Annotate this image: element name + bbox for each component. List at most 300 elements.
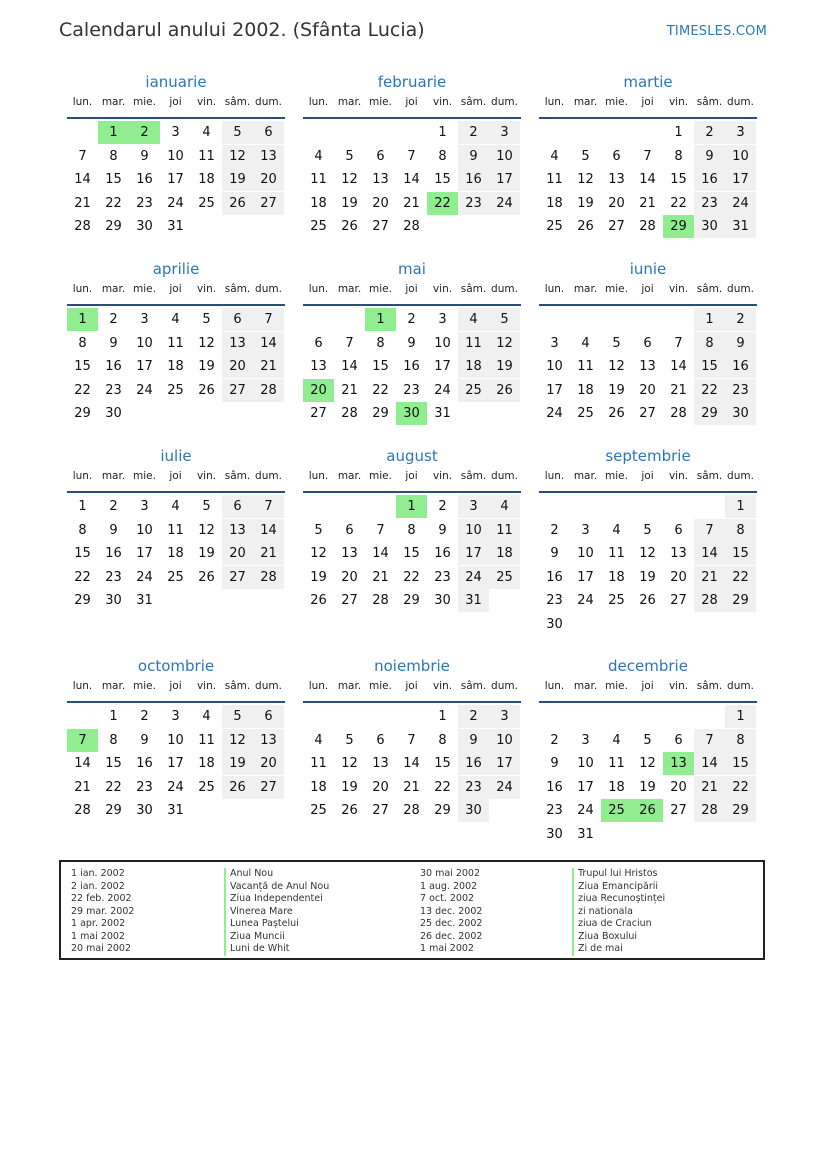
- day-cell: 18: [198, 172, 215, 188]
- day-cell: 5: [643, 522, 652, 538]
- holiday-day-cell: 1: [67, 308, 98, 331]
- day-cell: 29: [74, 593, 91, 609]
- day-grid: [67, 495, 285, 640]
- day-grid: [303, 705, 521, 850]
- day-cell: 27: [372, 803, 389, 819]
- day-grid: [539, 495, 757, 640]
- day-cell: 4: [314, 148, 323, 164]
- day-cell: 2: [407, 312, 416, 327]
- weekday-label: mie.: [133, 283, 156, 295]
- day-cell: 1: [694, 308, 725, 331]
- weekday-header: [539, 93, 757, 119]
- day-cell: 11: [310, 172, 327, 188]
- day-cell: 9: [438, 522, 447, 538]
- day-cell: 12: [639, 546, 656, 562]
- day-cell: 26: [198, 382, 215, 398]
- holiday-day-cell: 1: [98, 121, 129, 144]
- weekday-label: vin.: [668, 283, 689, 295]
- day-cell: 1: [109, 709, 118, 724]
- weekday-label: sâm.: [460, 680, 487, 692]
- weekday-header: [67, 280, 285, 306]
- day-cell: 19: [639, 569, 656, 585]
- day-cell: 4: [202, 709, 211, 724]
- day-cell: 20: [670, 779, 687, 795]
- weekday-label: mie.: [133, 470, 156, 482]
- weekday-label: dum.: [255, 680, 282, 692]
- day-cell: 11: [489, 519, 520, 542]
- day-cell: 23: [105, 382, 122, 398]
- weekday-label: lun.: [308, 470, 329, 482]
- day-cell: 23: [403, 382, 420, 398]
- day-cell: 6: [222, 495, 253, 518]
- holiday-day-cell: 25: [601, 799, 632, 822]
- day-cell: 13: [310, 359, 327, 375]
- day-cell: 16: [694, 168, 725, 191]
- day-cell: 19: [577, 195, 594, 211]
- day-cell: 16: [458, 752, 489, 775]
- day-cell: 31: [434, 406, 451, 422]
- day-cell: 3: [550, 335, 559, 351]
- weekday-label: mie.: [133, 680, 156, 692]
- day-cell: 10: [136, 522, 153, 538]
- legend-date: 13 dec. 2002: [420, 905, 483, 917]
- day-cell: 12: [608, 359, 625, 375]
- day-cell: 11: [198, 732, 215, 748]
- day-cell: 8: [438, 732, 447, 748]
- day-cell: 6: [222, 308, 253, 331]
- day-cell: 19: [310, 569, 327, 585]
- day-cell: 14: [403, 172, 420, 188]
- weekday-label: dum.: [255, 283, 282, 295]
- day-cell: 30: [458, 799, 489, 822]
- day-cell: 2: [458, 705, 489, 728]
- month-name: iunie: [629, 260, 667, 278]
- day-cell: 11: [198, 148, 215, 164]
- day-cell: 23: [694, 192, 725, 215]
- day-cell: 23: [458, 192, 489, 215]
- day-cell: 6: [314, 335, 323, 351]
- holiday-day-cell: 22: [427, 192, 458, 215]
- weekday-label: mie.: [605, 283, 628, 295]
- month-martie: [539, 71, 757, 266]
- day-cell: 22: [725, 776, 756, 799]
- day-cell: 7: [253, 495, 284, 518]
- day-cell: 14: [694, 542, 725, 565]
- legend-date: 26 dec. 2002: [420, 930, 483, 942]
- day-cell: 11: [458, 332, 489, 355]
- day-cell: 3: [581, 522, 590, 538]
- day-cell: 13: [222, 519, 253, 542]
- day-cell: 13: [372, 172, 389, 188]
- weekday-label: dum.: [491, 96, 518, 108]
- day-cell: 19: [198, 546, 215, 562]
- day-cell: 30: [725, 402, 756, 425]
- day-cell: 8: [78, 335, 87, 351]
- day-cell: 30: [546, 827, 563, 842]
- weekday-label: dum.: [727, 470, 754, 482]
- day-cell: 22: [725, 566, 756, 589]
- day-cell: 5: [314, 522, 323, 538]
- day-cell: 16: [105, 546, 122, 562]
- month-iulie: [67, 445, 285, 640]
- day-cell: 24: [489, 192, 520, 215]
- day-cell: 4: [581, 335, 590, 351]
- day-cell: 13: [639, 359, 656, 375]
- weekday-label: lun.: [308, 283, 329, 295]
- legend-holiday-name: Vacanță de Anul Nou: [224, 881, 329, 894]
- day-cell: 22: [372, 382, 389, 398]
- day-cell: 7: [694, 729, 725, 752]
- day-cell: 9: [458, 729, 489, 752]
- month-name: mai: [398, 260, 426, 278]
- day-cell: 21: [253, 542, 284, 565]
- weekday-label: joi: [641, 470, 654, 482]
- day-cell: 21: [372, 569, 389, 585]
- day-cell: 17: [167, 172, 184, 188]
- day-cell: 1: [78, 499, 87, 514]
- day-cell: 6: [376, 732, 385, 748]
- month-name: august: [386, 447, 438, 465]
- day-cell: 3: [171, 125, 180, 140]
- day-cell: 12: [310, 546, 327, 562]
- day-cell: 16: [546, 569, 563, 585]
- day-cell: 7: [674, 335, 683, 351]
- day-cell: 18: [167, 546, 184, 562]
- day-cell: 2: [109, 499, 118, 514]
- weekday-label: sâm.: [696, 283, 723, 295]
- day-cell: 12: [489, 332, 520, 355]
- day-cell: 6: [253, 121, 284, 144]
- day-cell: 1: [438, 125, 447, 140]
- weekday-label: mar.: [101, 680, 126, 692]
- day-cell: 29: [434, 803, 451, 819]
- day-cell: 17: [167, 756, 184, 772]
- day-cell: 18: [489, 542, 520, 565]
- day-cell: 27: [253, 192, 284, 215]
- legend-date: 1 mai 2002: [71, 930, 125, 942]
- day-cell: 6: [253, 705, 284, 728]
- legend-date: 1 aug. 2002: [420, 880, 478, 892]
- day-cell: 3: [458, 495, 489, 518]
- day-cell: 18: [310, 195, 327, 211]
- day-cell: 12: [198, 522, 215, 538]
- day-cell: 15: [725, 752, 756, 775]
- weekday-label: lun.: [72, 283, 93, 295]
- day-cell: 21: [403, 195, 420, 211]
- holiday-day-cell: 30: [396, 402, 427, 425]
- day-cell: 6: [674, 732, 683, 748]
- month-mai: [303, 258, 521, 453]
- day-cell: 24: [136, 569, 153, 585]
- day-cell: 1: [438, 709, 447, 724]
- day-cell: 28: [694, 799, 725, 822]
- day-grid: [303, 308, 521, 453]
- weekday-label: dum.: [491, 283, 518, 295]
- day-cell: 13: [253, 729, 284, 752]
- weekday-label: dum.: [491, 680, 518, 692]
- weekday-label: vin.: [196, 96, 217, 108]
- day-cell: 22: [74, 382, 91, 398]
- weekday-label: sâm.: [224, 96, 251, 108]
- weekday-label: mie.: [605, 680, 628, 692]
- day-cell: 15: [403, 546, 420, 562]
- day-cell: 17: [489, 752, 520, 775]
- day-cell: 28: [253, 379, 284, 402]
- weekday-label: mar.: [573, 470, 598, 482]
- legend-names-col-2: [572, 868, 665, 956]
- day-cell: 13: [222, 332, 253, 355]
- day-cell: 29: [403, 593, 420, 609]
- day-cell: 8: [407, 522, 416, 538]
- weekday-label: sâm.: [460, 470, 487, 482]
- legend-date: 1 apr. 2002: [71, 918, 126, 929]
- weekday-label: mar.: [101, 96, 126, 108]
- day-cell: 15: [372, 359, 389, 375]
- weekday-label: mar.: [573, 96, 598, 108]
- day-cell: 23: [546, 593, 563, 609]
- legend-dates-col-2: [420, 868, 482, 956]
- day-cell: 22: [105, 195, 122, 211]
- day-cell: 22: [670, 195, 687, 211]
- weekday-label: vin.: [668, 470, 689, 482]
- day-cell: 3: [489, 121, 520, 144]
- day-cell: 25: [310, 219, 327, 235]
- day-cell: 10: [489, 145, 520, 168]
- day-cell: 2: [109, 312, 118, 327]
- day-cell: 14: [74, 172, 91, 188]
- day-cell: 8: [674, 148, 683, 164]
- holiday-day-cell: 1: [365, 308, 396, 331]
- day-cell: 23: [546, 803, 563, 819]
- day-cell: 25: [489, 566, 520, 589]
- legend-names-col-1: [224, 868, 329, 956]
- day-cell: 6: [376, 148, 385, 164]
- weekday-label: joi: [641, 283, 654, 295]
- day-cell: 24: [167, 195, 184, 211]
- day-cell: 13: [341, 546, 358, 562]
- day-cell: 24: [546, 406, 563, 422]
- day-cell: 26: [489, 379, 520, 402]
- day-cell: 7: [376, 522, 385, 538]
- day-cell: 22: [74, 569, 91, 585]
- weekday-label: mie.: [369, 680, 392, 692]
- legend-holiday-name: Zi de mai: [572, 943, 665, 956]
- day-cell: 15: [434, 172, 451, 188]
- day-cell: 26: [222, 192, 253, 215]
- day-cell: 20: [608, 195, 625, 211]
- day-cell: 23: [136, 195, 153, 211]
- day-cell: 7: [407, 148, 416, 164]
- day-cell: 13: [608, 172, 625, 188]
- day-cell: 7: [643, 148, 652, 164]
- weekday-label: dum.: [727, 96, 754, 108]
- day-cell: 26: [310, 593, 327, 609]
- day-cell: 30: [694, 215, 725, 238]
- weekday-label: joi: [405, 96, 418, 108]
- day-cell: 9: [458, 145, 489, 168]
- legend-holiday-name: ziua de Craciun: [572, 918, 665, 931]
- weekday-label: joi: [641, 680, 654, 692]
- weekday-label: mie.: [369, 283, 392, 295]
- day-cell: 4: [171, 499, 180, 514]
- day-cell: 11: [167, 522, 184, 538]
- day-cell: 16: [458, 168, 489, 191]
- day-cell: 2: [438, 499, 447, 514]
- month-name: noiembrie: [374, 657, 450, 675]
- day-cell: 21: [670, 382, 687, 398]
- weekday-label: mar.: [101, 283, 126, 295]
- legend-holiday-name: Vinerea Mare: [224, 906, 329, 919]
- day-cell: 24: [458, 566, 489, 589]
- day-cell: 14: [74, 756, 91, 772]
- holiday-day-cell: 13: [663, 752, 694, 775]
- day-cell: 10: [434, 335, 451, 351]
- month-decembrie: [539, 655, 757, 850]
- day-cell: 25: [198, 779, 215, 795]
- weekday-label: dum.: [491, 470, 518, 482]
- day-cell: 23: [458, 776, 489, 799]
- day-cell: 20: [253, 752, 284, 775]
- month-name: martie: [623, 73, 673, 91]
- day-cell: 9: [140, 148, 149, 164]
- day-cell: 3: [581, 732, 590, 748]
- day-cell: 21: [341, 382, 358, 398]
- legend-holiday-name: Ziua Independentei: [224, 893, 329, 906]
- day-cell: 5: [222, 121, 253, 144]
- day-cell: 27: [372, 219, 389, 235]
- day-cell: 22: [403, 569, 420, 585]
- weekday-label: mie.: [133, 96, 156, 108]
- day-cell: 9: [694, 145, 725, 168]
- day-cell: 28: [403, 219, 420, 235]
- day-cell: 12: [198, 335, 215, 351]
- day-cell: 4: [202, 125, 211, 140]
- day-cell: 2: [694, 121, 725, 144]
- day-cell: 18: [198, 756, 215, 772]
- day-cell: 21: [694, 776, 725, 799]
- day-cell: 21: [253, 355, 284, 378]
- month-name: decembrie: [608, 657, 688, 675]
- weekday-header: [303, 93, 521, 119]
- day-cell: 13: [670, 546, 687, 562]
- day-cell: 20: [253, 168, 284, 191]
- day-cell: 21: [694, 566, 725, 589]
- holiday-day-cell: 7: [67, 729, 98, 752]
- weekday-label: joi: [405, 283, 418, 295]
- legend-holiday-name: Ziua Muncii: [224, 931, 329, 944]
- legend-date: 20 mai 2002: [71, 943, 132, 954]
- day-cell: 10: [725, 145, 756, 168]
- day-cell: 12: [222, 145, 253, 168]
- day-cell: 29: [105, 803, 122, 819]
- weekday-header: [67, 93, 285, 119]
- day-cell: 19: [639, 779, 656, 795]
- weekday-label: lun.: [544, 96, 565, 108]
- day-cell: 6: [674, 522, 683, 538]
- day-cell: 15: [725, 542, 756, 565]
- day-cell: 2: [550, 522, 559, 538]
- weekday-label: sâm.: [696, 470, 723, 482]
- day-cell: 23: [725, 379, 756, 402]
- day-cell: 28: [253, 566, 284, 589]
- day-cell: 14: [253, 332, 284, 355]
- day-cell: 14: [670, 359, 687, 375]
- weekday-header: [67, 467, 285, 493]
- day-cell: 8: [694, 332, 725, 355]
- legend-date: 1 mai 2002: [420, 943, 474, 954]
- day-cell: 17: [458, 542, 489, 565]
- legend-date: 22 feb. 2002: [71, 893, 132, 904]
- weekday-label: vin.: [668, 96, 689, 108]
- weekday-header: [303, 280, 521, 306]
- weekday-label: mar.: [337, 680, 362, 692]
- holiday-day-cell: 26: [632, 799, 663, 822]
- weekday-header: [303, 467, 521, 493]
- day-cell: 15: [74, 359, 91, 375]
- day-cell: 31: [458, 589, 489, 612]
- weekday-label: lun.: [72, 470, 93, 482]
- weekday-label: sâm.: [224, 680, 251, 692]
- weekday-label: mie.: [369, 96, 392, 108]
- day-cell: 21: [74, 779, 91, 795]
- weekday-label: joi: [169, 96, 182, 108]
- day-cell: 10: [546, 359, 563, 375]
- weekday-label: vin.: [196, 680, 217, 692]
- month-name: septembrie: [605, 447, 691, 465]
- day-cell: 26: [341, 219, 358, 235]
- day-cell: 14: [639, 172, 656, 188]
- day-cell: 14: [694, 752, 725, 775]
- day-cell: 29: [74, 406, 91, 422]
- month-aprilie: [67, 258, 285, 453]
- day-cell: 27: [222, 379, 253, 402]
- day-cell: 21: [74, 195, 91, 211]
- day-cell: 19: [489, 355, 520, 378]
- legend-date: 29 mar. 2002: [71, 905, 135, 917]
- day-cell: 16: [136, 756, 153, 772]
- month-name: februarie: [377, 73, 447, 91]
- weekday-label: sâm.: [224, 470, 251, 482]
- day-cell: 9: [725, 332, 756, 355]
- day-cell: 9: [140, 732, 149, 748]
- day-cell: 21: [403, 779, 420, 795]
- holiday-day-cell: 20: [303, 379, 334, 402]
- day-cell: 10: [136, 335, 153, 351]
- month-name: iulie: [160, 447, 192, 465]
- weekday-label: sâm.: [696, 96, 723, 108]
- day-cell: 26: [639, 593, 656, 609]
- day-cell: 30: [136, 219, 153, 235]
- day-cell: 8: [376, 335, 385, 351]
- holiday-day-cell: 29: [663, 215, 694, 238]
- day-cell: 14: [341, 359, 358, 375]
- legend-dates-col-1: [71, 868, 134, 956]
- month-februarie: [303, 71, 521, 266]
- day-cell: 17: [136, 546, 153, 562]
- day-cell: 2: [550, 732, 559, 748]
- weekday-header: [539, 677, 757, 703]
- day-cell: 11: [546, 172, 563, 188]
- day-cell: 30: [105, 593, 122, 609]
- month-iunie: [539, 258, 757, 453]
- brand-link[interactable]: TIMESLES.COM: [666, 24, 767, 39]
- weekday-label: joi: [641, 96, 654, 108]
- weekday-label: sâm.: [224, 283, 251, 295]
- day-cell: 9: [109, 522, 118, 538]
- legend-holiday-name: ziua Recunoștinței: [572, 893, 665, 906]
- day-cell: 11: [608, 546, 625, 562]
- day-cell: 10: [458, 519, 489, 542]
